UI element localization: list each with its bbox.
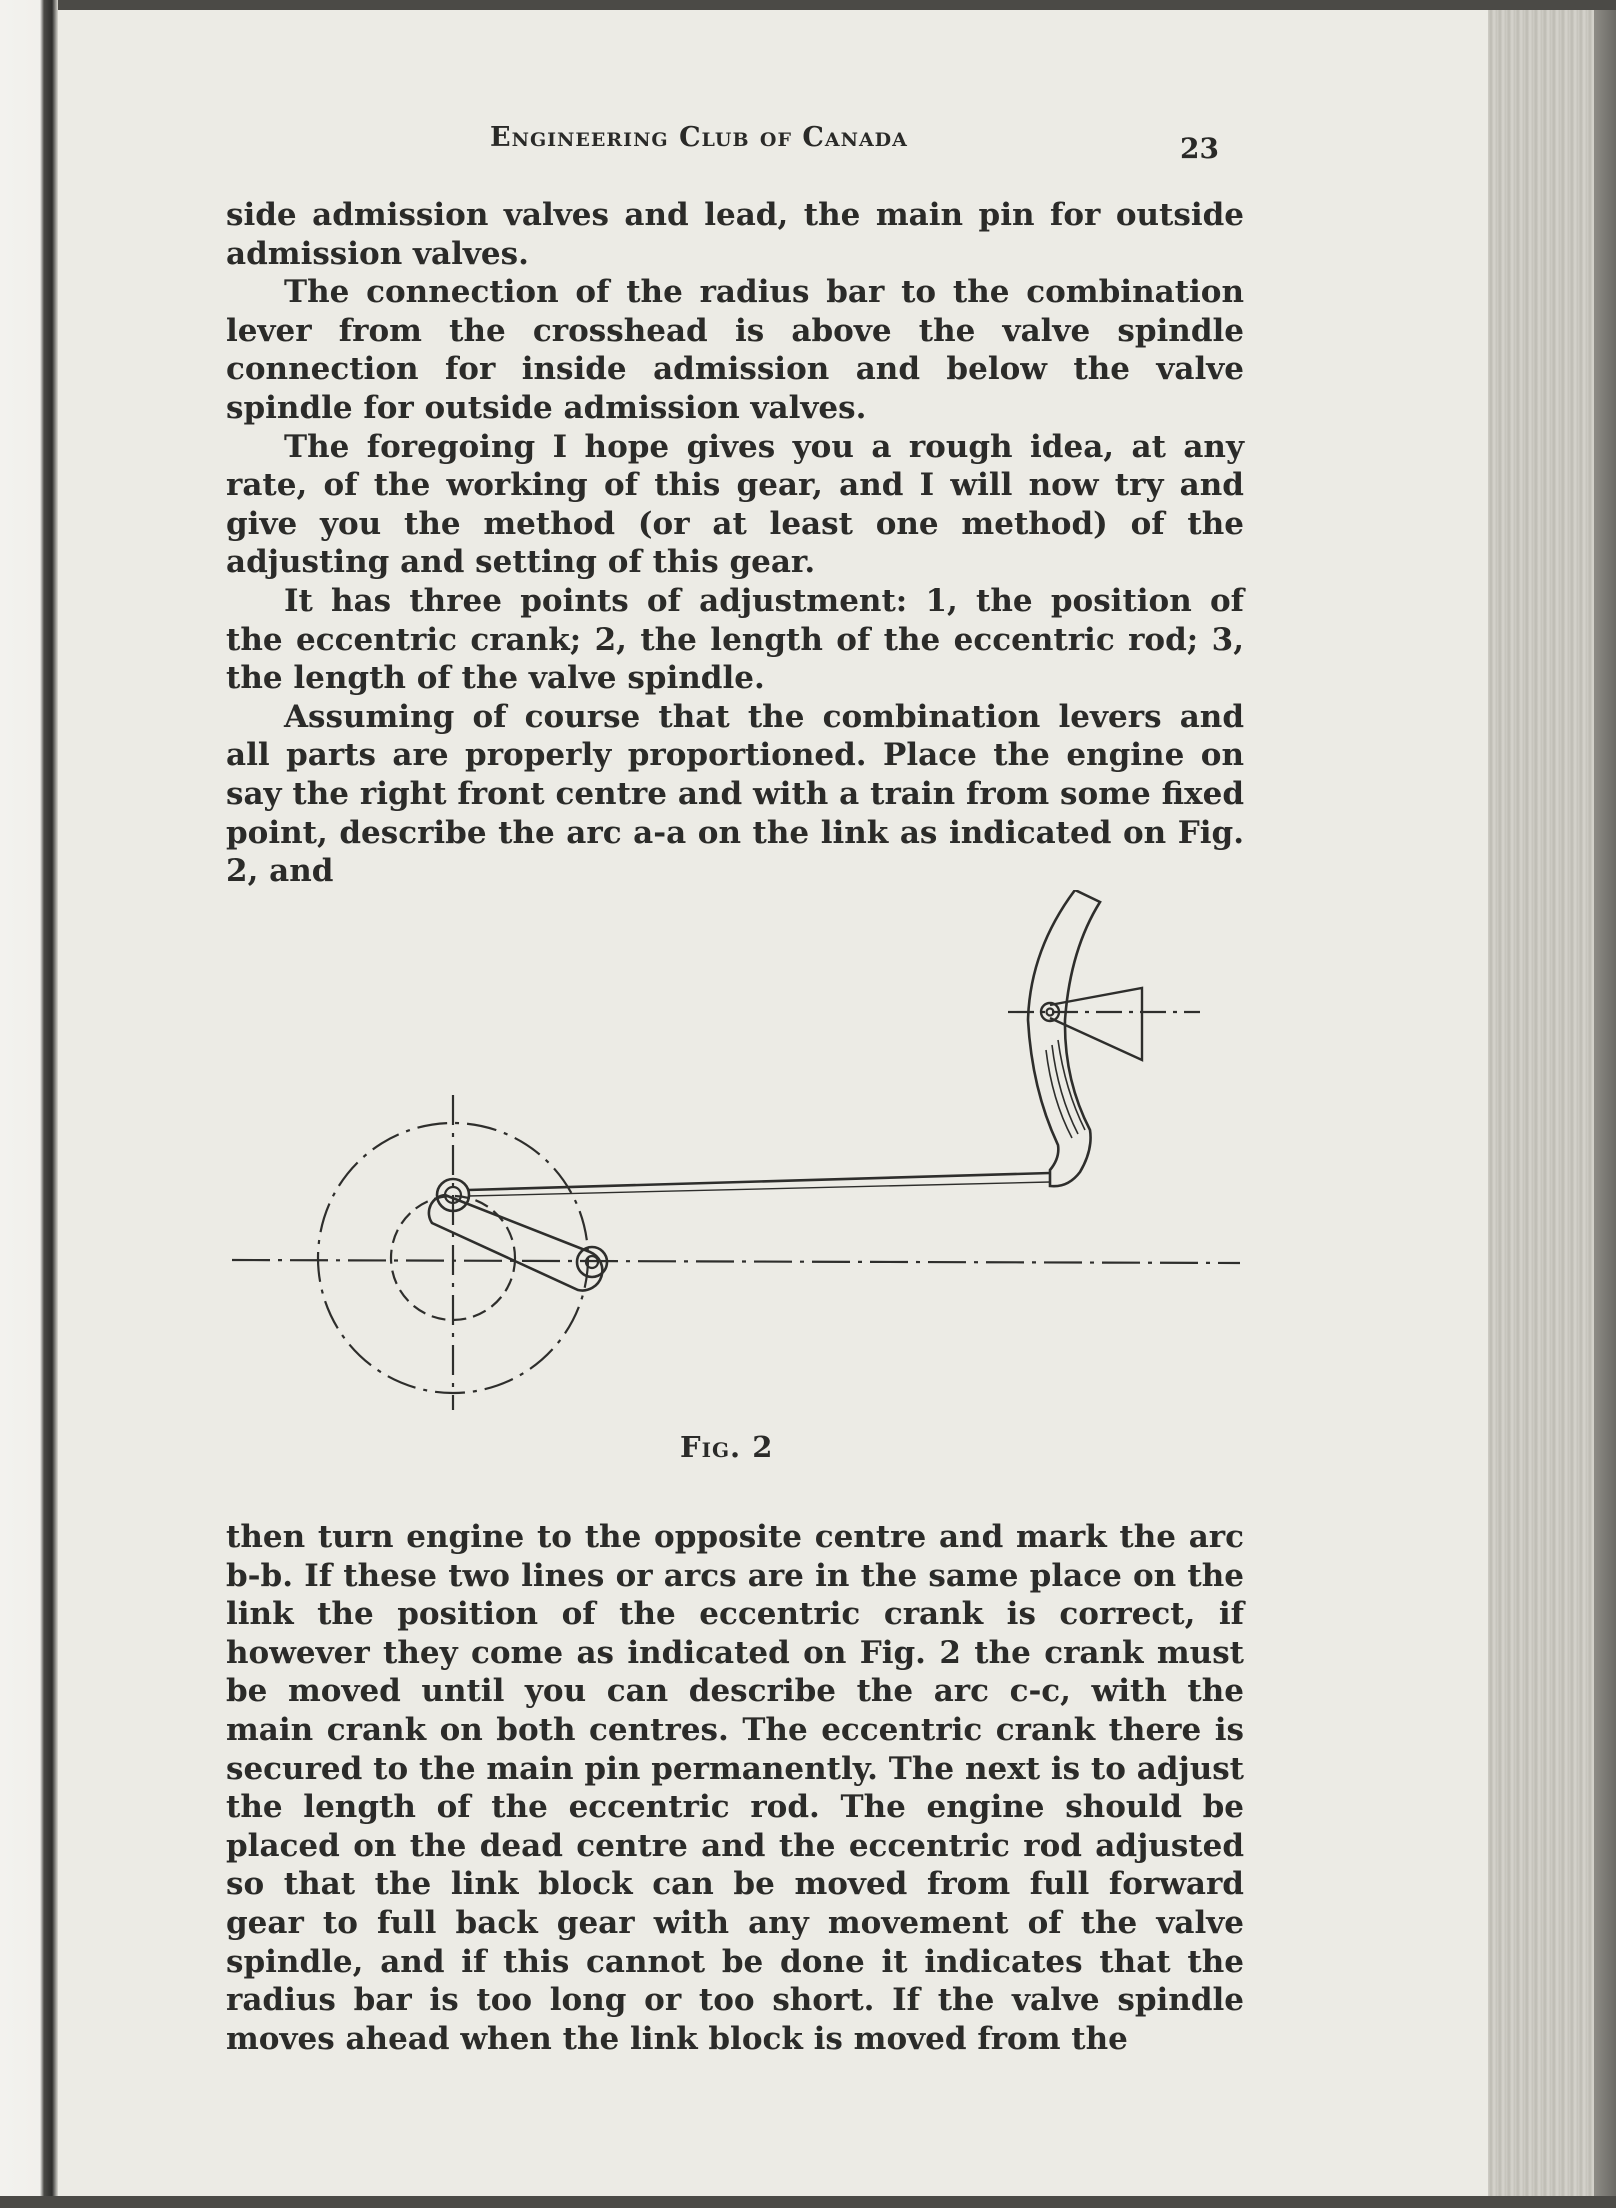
eccentric-crank-arm — [429, 1195, 602, 1290]
paragraph: The foregoing I hope gives you a rough idea, at any rate, of the working of this gear, and I will now try and give you the method (or at least one method) of the adjusting and setting of this gear. — [226, 428, 1244, 581]
paragraph: It has three points of adjustment: 1, the position of the eccentric crank; 2, the length of the eccentric rod; 3, the length of the valve spindle. — [226, 582, 1244, 697]
body-text-bottom — [226, 1518, 1244, 2058]
figure-caption: Fig. 2 — [680, 1430, 774, 1464]
paragraph: then turn engine to the opposite centre and mark the arc b-b. If these two lines or arcs are in the same place on the link the position of the eccentric crank is correct, if however they come as indicated on Fig. 2 the crank must be moved until you can describe the arc c-c, with the main crank on both centres. The eccentric crank there is secured to the main pin permanently. The next is to adjust the length of the eccentric rod. The engine should be placed on the dead centre and the eccentric rod adjusted so that the link block can be moved from full forward gear to full back gear with any movement of the valve spindle, and if this cannot be done it indicates that the radius bar is too long or too short. If the valve spindle moves ahead when the link block is moved from the — [226, 1519, 1244, 2057]
facing-page-edge — [0, 0, 58, 2208]
body-text-top — [226, 196, 1244, 891]
expansion-link — [1028, 890, 1100, 1186]
fig-2-valve-gear-diagram — [220, 890, 1260, 1430]
eccentric-rod-upper — [468, 1173, 1050, 1190]
book-page-edges — [1488, 10, 1616, 2196]
page-number: 23 — [1180, 132, 1219, 165]
scan-bottom-border — [0, 2196, 1616, 2208]
running-head: Engineering Club of Canada — [490, 122, 908, 153]
eccentric-rod-lower — [468, 1182, 1050, 1196]
paragraph: side admission valves and lead, the main pin for outside admission valves. — [226, 197, 1244, 272]
paragraph: The connection of the radius bar to the combination lever from the crosshead is above the valve spindle connection for inside admission and below the valve spindle for outside admission valves. — [226, 274, 1244, 426]
link-bracket — [1050, 988, 1142, 1060]
horizontal-centerline — [232, 1260, 1240, 1263]
scan-top-border — [0, 0, 1616, 10]
paragraph: Assuming of course that the combination levers and all parts are properly proportioned. Place the engine on say the right front centre and with a train from some fixed point, describe the arc a-a on the link as indicated on Fig. 2, and — [226, 698, 1244, 890]
